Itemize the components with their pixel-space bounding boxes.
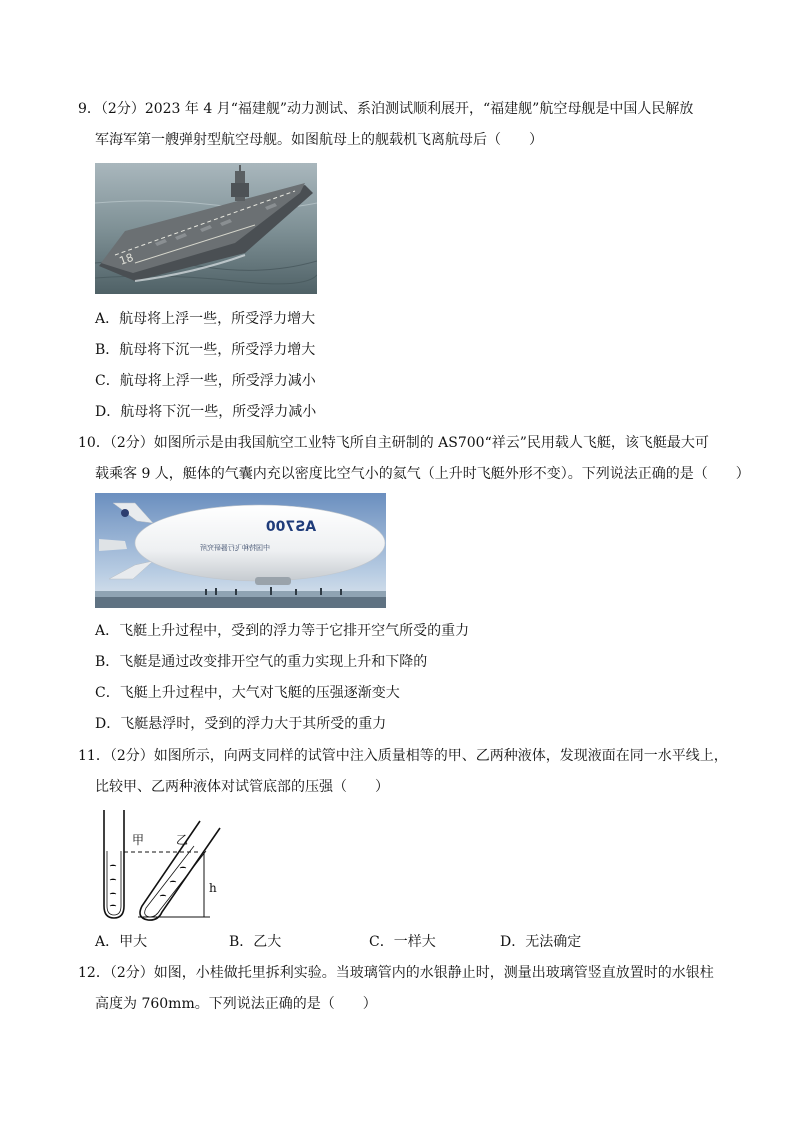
label-yi: 乙	[176, 833, 189, 847]
airship-body-caption: 中国特种飞行器研究所	[200, 544, 270, 552]
q9-option-d: D．航母将下沉一些，所受浮力减小	[95, 404, 317, 420]
q10-option-d: D．飞艇悬浮时，受到的浮力大于其所受的重力	[95, 716, 387, 732]
q10-option-a: A．飞艇上升过程中，受到的浮力等于它排开空气所受的重力	[95, 623, 470, 639]
q12-line1: 12．（2分）如图，小桂做托里拆利实验。当玻璃管内的水银静止时，测量出玻璃管竖直放置时的水银柱	[78, 965, 714, 981]
q9-line1: 9．（2分）2023 年 4 月“福建舰”动力测试、系泊测试顺利展开，“福建舰”航空母舰是中国人民解放	[78, 101, 694, 117]
q11-line1: 11．（2分）如图所示，向两支同样的试管中注入质量相等的甲、乙两种液体，发现液面在同一水平线上，	[78, 748, 728, 764]
svg-text:18: 18	[117, 250, 136, 268]
airship-model-label: AS700	[265, 519, 317, 535]
airship-image	[95, 493, 386, 608]
q10-line1: 10．（2分）如图所示是由我国航空工业特飞所自主研制的 AS700“祥云”民用载人飞艇，该飞艇最大可	[78, 435, 709, 451]
q9-line2: 军海军第一艘弹射型航空母舰。如图航母上的舰载机飞离航母后（ ）	[95, 132, 543, 148]
q11-option-d: D．无法确定	[500, 934, 582, 950]
q11-line2: 比较甲、乙两种液体对试管底部的压强（ ）	[95, 779, 389, 795]
q11-option-a: A．甲大	[95, 934, 148, 950]
test-tubes-diagram	[98, 806, 226, 922]
q11-option-c: C．一样大	[369, 934, 436, 950]
q10-line2: 载乘客 9 人，艇体的气囊内充以密度比空气小的氦气（上升时飞艇外形不变）。下列说法正确的是（ ）	[95, 466, 750, 482]
q10-option-c: C．飞艇上升过程中，大气对飞艇的压强逐渐变大	[95, 685, 400, 701]
aircraft-carrier-image	[95, 163, 317, 294]
q11-option-b: B．乙大	[229, 934, 282, 950]
q9-option-a: A．航母将上浮一些，所受浮力增大	[95, 311, 316, 327]
label-jia: 甲	[132, 833, 145, 847]
label-h: h	[209, 881, 217, 895]
q10-option-b: B．飞艇是通过改变排开空气的重力实现上升和下降的	[95, 654, 428, 670]
q9-option-b: B．航母将下沉一些，所受浮力增大	[95, 342, 316, 358]
q9-option-c: C．航母将上浮一些，所受浮力减小	[95, 373, 316, 389]
q11-options-row	[95, 932, 615, 952]
q12-line2: 高度为 760mm。下列说法正确的是（ ）	[95, 996, 377, 1012]
